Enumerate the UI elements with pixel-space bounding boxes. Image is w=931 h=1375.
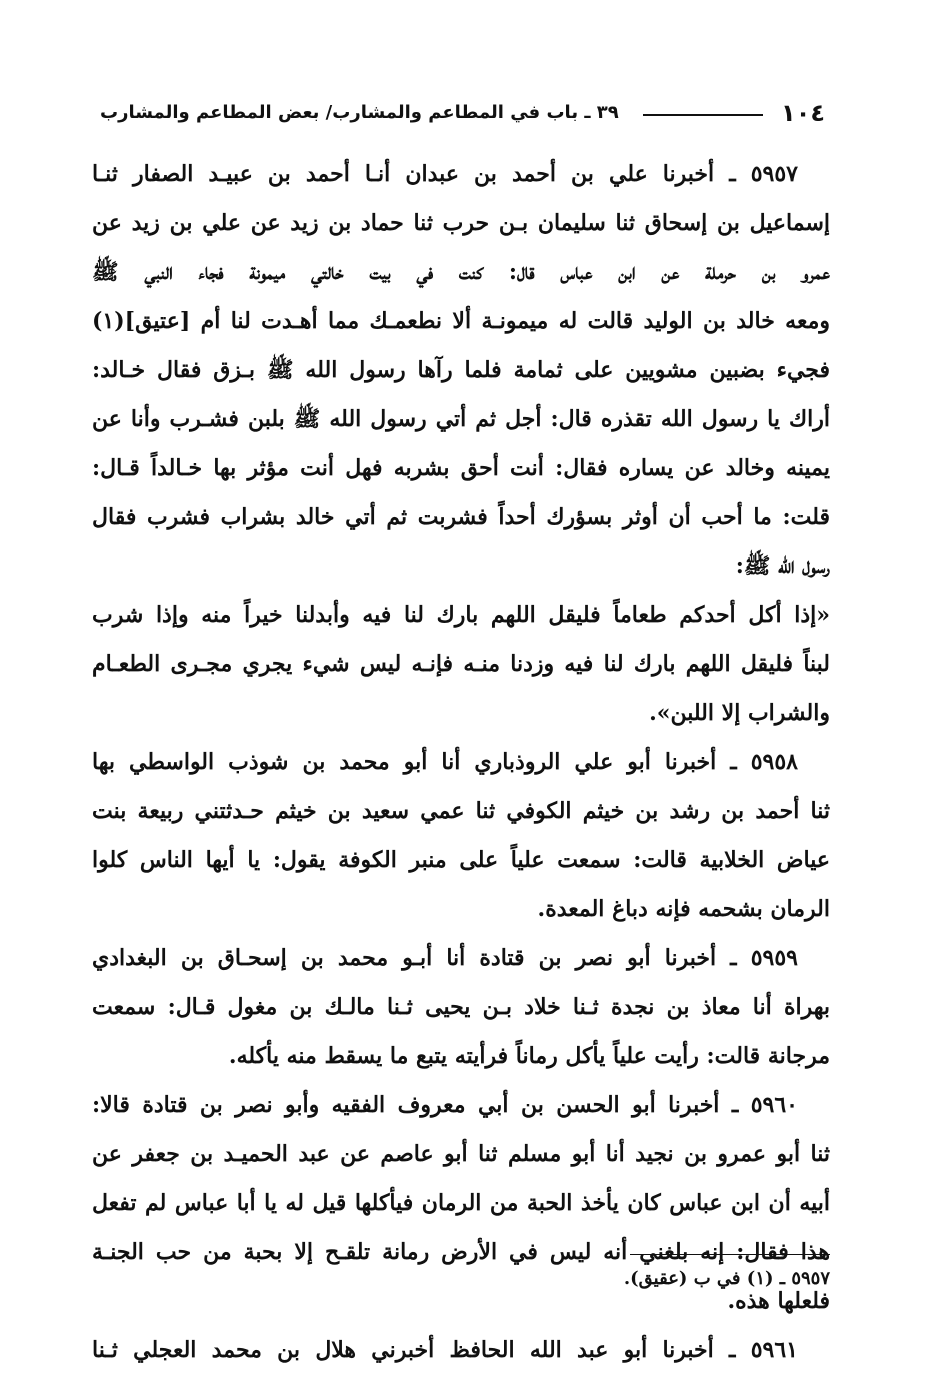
text-line: ٥٩٥٨ ـ أخبرنا أبو علي الروذباري أنا أبو محمد بن شوذب الواسطي بها	[92, 749, 798, 775]
text-line: الرمان بشحمه فإنه دباغ المعدة.	[537, 896, 830, 922]
text-line: ثنا أبو عمرو بن نجيد أنا أبو مسلم ثنا أبو عاصم عن عبد الحميـد بن جعفر عن	[92, 1141, 830, 1167]
footnote-rule	[630, 1254, 830, 1255]
text-line: ٥٩٥٧ ـ أخبرنا علي بن أحمد بن عبدان أنـا أحمد بن عبيـد الصفار ثنـا	[92, 161, 798, 187]
text-line: لبناً فليقل اللهم بارك لنا فيه وزدنا منـه فإنـه ليس شيء يجري مجـرى الطعـام	[92, 651, 830, 677]
header-rule	[643, 114, 763, 116]
text-line: بهراة أنا معاذ بن نجدة ثـنا خلاد بـن يحيى ثـنا مالـك بن مغول قـال: سمعت	[92, 994, 830, 1020]
hadith-5961	[92, 1326, 830, 1375]
text-line: رسول الله ﷺ:	[735, 553, 830, 579]
text-line: فلعلها هذه.	[727, 1288, 830, 1314]
header-title: ٣٩ ـ باب في المطاعم والمشارب/ بعض المطاعم والمشارب	[100, 102, 619, 123]
text-line: ثنا أحمد بن رشد بن خيثم الكوفي ثنا عمي سعيد بن خيثم حـدثتني ربيعة بنت	[92, 798, 830, 824]
page-number: ١٠٤	[781, 99, 825, 127]
text-line: إسماعيل بن إسحاق ثنا سليمان بـن حرب ثنا حماد بن زيد عن علي بن زيد عن	[92, 210, 830, 236]
text-line: ومعه خالد بن الوليد قالت له ميمونـة ألا نطعمـك مما أهـدت لنا أم [عتيق](١)	[92, 308, 830, 334]
text-line: هذا فقال: إنه بلغني أنه ليس في الأرض رمانة تلقـح إلا بحبة من حب الجنـة	[92, 1239, 830, 1265]
text-line: والشراب إلا اللبن».	[649, 700, 830, 726]
text-line: قلت: ما أحب أن أوثر بسؤرك أحداً فشربت ثم أتي خالد بشراب فشرب فقال	[92, 504, 830, 530]
body-text	[92, 150, 830, 1375]
hadith-5957	[92, 150, 830, 591]
hadith-quote	[92, 591, 830, 738]
text-line: يمينه وخالد عن يساره فقال: أنت أحق بشربه فهل أنت مؤثر بها خـالداً قـال:	[92, 455, 830, 481]
text-line: أبيه أن ابن عباس كان يأخذ الحبة من الرمان فيأكلها قيل له يا أبا عباس لم تفعل	[92, 1190, 830, 1216]
hadith-5959	[92, 934, 830, 1081]
text-line: عمرو بن حرملة عن ابن عباس قال: كنت في بيت خالتي ميمونة فجاء النبي ﷺ	[92, 259, 830, 285]
footnote: ٥٩٥٧ ـ (١) في ب (عقيق).	[623, 1268, 830, 1289]
text-line: ٥٩٦١ ـ أخبرنا أبو عبد الله الحافظ أخبرني هلال بن محمد العجلي ثـنا	[92, 1337, 798, 1363]
text-line: ٥٩٥٩ ـ أخبرنا أبو نصر بن قتادة أنا أبـو محمد بن إسحـاق بن البغدادي	[92, 945, 798, 971]
text-line: عياض الخلابية قالت: سمعت علياً على منبر الكوفة يقول: يا أيها الناس كلوا	[92, 847, 830, 873]
text-line: أراك يا رسول الله تقذره قال: أجل ثم أتي رسول الله ﷺ بلبن فشـرب وأنا عن	[92, 406, 830, 432]
text-line: فجيء بضبين مشويين على ثمامة فلما رآها رسول الله ﷺ بـزق فقال خـالد:	[92, 357, 830, 383]
text-line: مرجانة قالت: رأيت علياً يأكل رماناً فرأيته يتبع ما يسقط منه يأكله.	[228, 1043, 830, 1069]
hadith-5958	[92, 738, 830, 934]
running-header	[100, 98, 825, 130]
text-line: «إذا أكل أحدكم طعاماً فليقل اللهم بارك لنا فيه وأبدلنا خيراً منه وإذا شرب	[92, 602, 830, 628]
text-line: ٥٩٦٠ ـ أخبرنا أبو الحسن بن أبي معروف الفقيه وأبو نصر بن قتادة قالا:	[92, 1092, 798, 1118]
